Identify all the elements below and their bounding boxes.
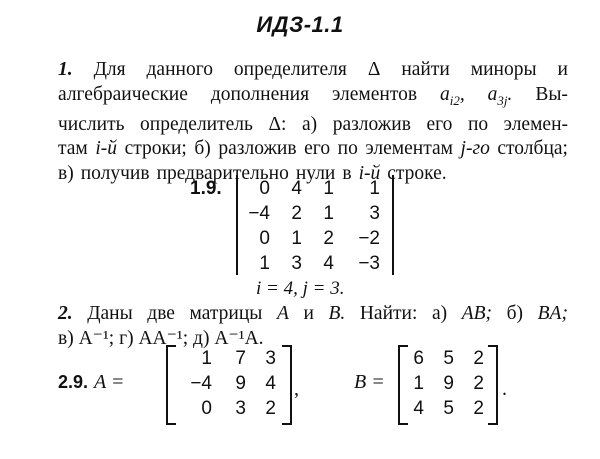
task1-word: получив (80, 162, 150, 184)
matrixB-row (402, 396, 494, 421)
matrix-a-label-group (58, 371, 124, 394)
matrixB-cell: 5 (443, 398, 454, 419)
page-title: ИДЗ-1.1 (256, 12, 344, 37)
task1-word: i-й (358, 162, 381, 184)
task1-word: определитель (140, 113, 253, 135)
task1-word: Для (93, 59, 126, 80)
task1-word: данного (146, 59, 213, 80)
task2-line (58, 302, 568, 327)
task2-word: б) (506, 303, 524, 324)
task1-word: элемен- (503, 113, 568, 135)
task1-word: в) (58, 162, 74, 184)
matrixA-cell: 7 (235, 348, 246, 369)
task1-word: столбца; (497, 138, 568, 160)
task1-word: дополнения (210, 83, 310, 105)
task1-word: найти (401, 59, 450, 80)
matrixA-row (172, 346, 282, 371)
task1-word: его (426, 113, 453, 135)
task2-word: A (276, 303, 289, 324)
task1-word: i-й (95, 138, 117, 160)
matrix-b-grid (402, 346, 494, 421)
matrix-a-comma: , (294, 378, 299, 400)
task2-text (58, 302, 568, 351)
matrix-a-label: A = (94, 371, 125, 393)
matrixA-cell: −4 (190, 373, 212, 394)
task2-word: 2. (58, 303, 73, 324)
determinant-row (238, 201, 390, 226)
matrixB-cell: 5 (443, 348, 454, 369)
determinant-cell: 3 (369, 203, 380, 224)
matrixA-cell: 1 (201, 348, 212, 369)
task1-word: $a_{3j}$. (487, 83, 513, 108)
task1-word: числить (58, 113, 125, 135)
task1-word: там (58, 138, 88, 160)
task1-word: $a_{i2}$, (439, 83, 465, 108)
task1-word: строке. (387, 162, 447, 184)
determinant-cell: 2 (323, 228, 334, 249)
task1-line (58, 58, 568, 83)
task1-line (58, 83, 568, 113)
task2-word: Даны (87, 303, 133, 324)
task2-word: B. (328, 303, 346, 324)
task2-word: а) (431, 303, 448, 324)
task1-word: его (304, 138, 331, 160)
matrixB-cell: 2 (473, 373, 484, 394)
task1-word: строки; (124, 138, 187, 160)
task1-line (58, 137, 568, 162)
determinant-cell: 1 (323, 178, 334, 199)
matrixB-row (402, 346, 494, 371)
task2-word: и (303, 303, 314, 324)
task1-word: элементов (332, 83, 418, 105)
matrixB-cell: 2 (473, 398, 484, 419)
matrixA-cell: 4 (265, 373, 276, 394)
task1-word: разложив (332, 113, 411, 135)
task1-word: Δ: (268, 113, 287, 135)
matrixB-cell: 1 (413, 373, 424, 394)
task1-word: 1. (58, 59, 73, 80)
task1-word: по (337, 138, 358, 160)
matrixB-cell: 9 (443, 373, 454, 394)
task1-word: б) (194, 138, 211, 160)
determinant-right-bar (392, 175, 394, 275)
matrix-b-label: B = (354, 371, 385, 393)
matrixA-cell: 0 (201, 398, 212, 419)
determinant-cell: 0 (259, 178, 270, 199)
determinant-grid (238, 176, 390, 276)
problem-label-1-9: 1.9. (190, 178, 222, 199)
matrix-a-right-bracket (282, 345, 292, 425)
determinant-row (238, 226, 390, 251)
matrixA-cell: 9 (235, 373, 246, 394)
matrixB-cell: 4 (413, 398, 424, 419)
matrixA-row (172, 396, 282, 421)
task2-line2-text: в) A⁻¹; г) AA⁻¹; д) A⁻¹A. (58, 327, 264, 349)
task1-word: определителя (233, 59, 347, 80)
indices-line: i = 4, j = 3. (256, 278, 345, 299)
determinant-cell: −4 (248, 203, 270, 224)
task1-word: и (557, 59, 568, 80)
determinant-cell: 4 (291, 178, 302, 199)
task2-word: BA; (537, 303, 568, 324)
matrixB-row (402, 371, 494, 396)
determinant-cell: 1 (259, 253, 270, 274)
task1-word: в (342, 162, 352, 184)
task1-word: элементам (365, 138, 453, 160)
problem-label-2-9: 2.9. (58, 372, 89, 392)
determinant-row (238, 251, 390, 276)
task1-word: Δ (367, 59, 381, 80)
determinant-cell: −3 (358, 253, 380, 274)
determinant-cell: 4 (323, 253, 334, 274)
determinant-row (238, 176, 390, 201)
task1-line (58, 113, 568, 138)
matrixB-cell: 6 (413, 348, 424, 369)
determinant-cell: 1 (369, 178, 380, 199)
task1-word: миноры (470, 59, 537, 80)
determinant-cell: −2 (358, 228, 380, 249)
matrix-b-period: . (502, 378, 507, 400)
task2-word: AB; (461, 303, 493, 324)
task1-word: по (467, 113, 489, 135)
task1-text (58, 58, 568, 186)
task1-word: нули (295, 162, 336, 184)
determinant-cell: 3 (291, 253, 302, 274)
task1-word: разложив (218, 138, 297, 160)
determinant-cell: 1 (323, 203, 334, 224)
task1-word: Вы- (535, 83, 568, 105)
task1-word: алгебраические (58, 83, 188, 105)
matrixA-cell: 3 (265, 348, 276, 369)
task2-word: матрицы (189, 303, 263, 324)
task1-word: а) (301, 113, 318, 135)
determinant-cell: 1 (291, 228, 302, 249)
matrixA-cell: 2 (265, 398, 276, 419)
task1-word: j-го (460, 138, 490, 160)
task1-word: предварительно (156, 162, 289, 184)
determinant-cell: 0 (259, 228, 270, 249)
matrixA-row (172, 371, 282, 396)
matrixB-cell: 2 (473, 348, 484, 369)
matrixA-cell: 3 (235, 398, 246, 419)
task2-word: две (147, 303, 175, 324)
determinant-cell: 2 (291, 203, 302, 224)
matrix-b-right-bracket (488, 345, 498, 425)
task2-word: Найти: (359, 303, 418, 324)
matrix-a-grid (172, 346, 282, 421)
